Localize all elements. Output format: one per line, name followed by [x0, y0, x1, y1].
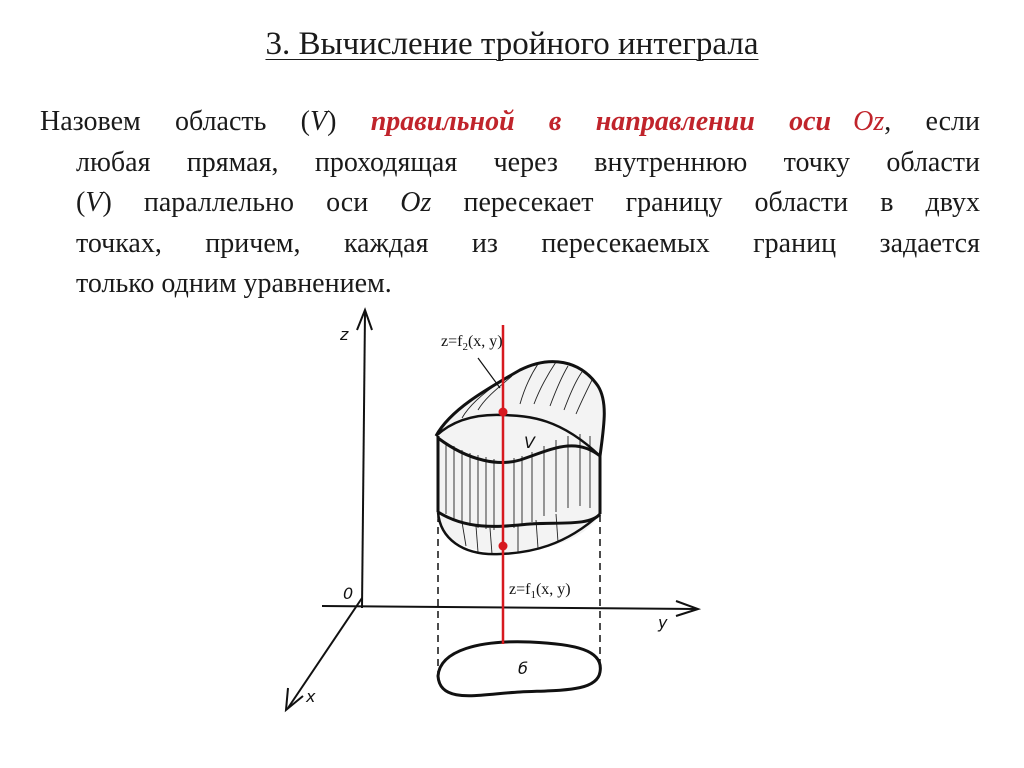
defined-term: правильной в направлении оси — [370, 106, 832, 137]
slide-title-text: 3. Вычисление тройного интеграла — [265, 26, 759, 62]
upper-surface-label: $z=f_2(x$, y) — [441, 333, 503, 353]
axis-oz-symbol: Oz — [853, 106, 885, 137]
region-v-symbol: V — [85, 187, 103, 218]
paragraph-line-5: только одним уравнением. — [76, 268, 392, 299]
sigma-label: б — [518, 659, 528, 678]
slide-title — [0, 24, 1024, 64]
text-fragment: ( — [76, 187, 86, 218]
lower-intersection-point — [499, 542, 508, 551]
upper-label-leader — [478, 358, 500, 388]
axis-y-label: y — [658, 613, 668, 632]
region-diagram — [0, 300, 1024, 768]
region-v-label: V — [524, 433, 535, 452]
axis-oz-symbol: Oz — [400, 187, 432, 218]
y-axis — [322, 606, 696, 609]
paragraph-line-3 — [40, 183, 980, 224]
x-axis — [288, 598, 362, 708]
upper-intersection-point — [499, 408, 508, 417]
paragraph-line-2: любая прямая, проходящая через внутреннюю точку области — [76, 146, 980, 178]
axis-z-label: z — [340, 325, 349, 344]
paragraph-line-1 — [40, 102, 980, 143]
text-fragment: ) — [327, 106, 371, 137]
solid-body — [436, 362, 604, 555]
region-v-symbol: V — [310, 106, 328, 137]
z-axis — [362, 312, 365, 608]
axis-x-label: x — [306, 687, 316, 706]
text-fragment: ) параллельно оси — [102, 187, 401, 218]
definition-paragraph — [40, 102, 980, 305]
lower-surface-label: $z=f_1(x$, y) — [509, 581, 571, 601]
paragraph-line-4: точках, причем, каждая из пересекаемых границ задается — [76, 227, 980, 259]
text-fragment: Назовем область ( — [40, 106, 310, 137]
text-fragment: пересекает границу области в двух — [431, 187, 981, 218]
text-fragment: , если — [884, 106, 980, 137]
origin-label: 0 — [343, 584, 354, 603]
